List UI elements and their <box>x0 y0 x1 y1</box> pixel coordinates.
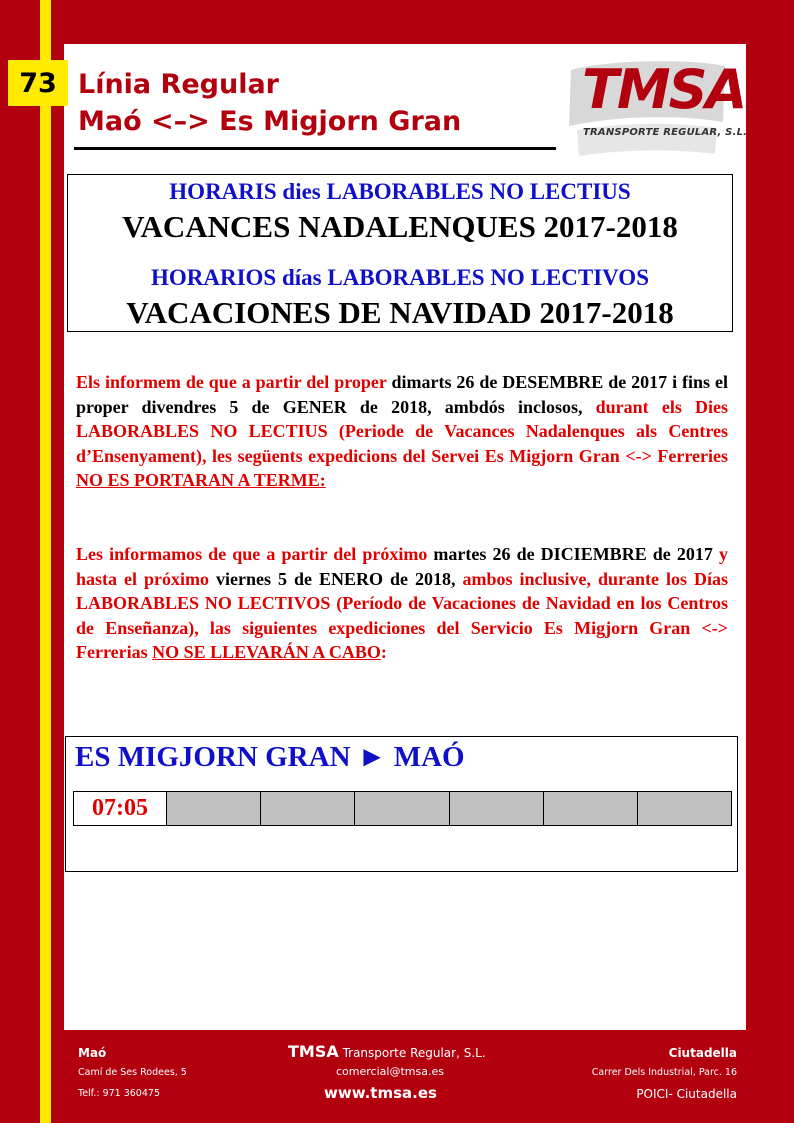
notice-ca-part-3: durant els Dies LABORABLES NO LECTIUS (Periode de Vacances Nadalenques als Centres d’Ensenyament), les següents expedicions del Servei Es Migjorn Gran <-> Ferreries <box>76 396 728 466</box>
notice-es-part-6: NO SE LLEVARÁN A CABO <box>152 642 381 662</box>
footer-right-city: Ciutadella <box>668 1046 737 1060</box>
time-cell-empty <box>637 792 731 825</box>
time-cell-empty <box>354 792 448 825</box>
time-cell-empty <box>449 792 543 825</box>
notice-es-part-2: martes 26 de DICIEMBRE de 2017 <box>427 544 719 564</box>
notice-es-part-7: : <box>380 642 387 662</box>
footer-left-city: Maó <box>78 1046 107 1060</box>
time-cell: 07:05 <box>74 792 166 825</box>
route-title: ES MIGJORN GRAN ► MAÓ <box>75 741 465 773</box>
notice-es-part-5: ambos inclusive, durante los Días LABORABLES NO LECTIVOS (Período de Vacaciones de Navidad en los Centros de Enseñanza), las siguientes expediciones del Servicio Es Migjorn Gran <-> Ferrerias <box>76 568 729 662</box>
header-spanish-title: VACACIONES DE NAVIDAD 2017-2018 <box>126 295 674 330</box>
notice-ca-part-4: NO ES PORTARAN A TERME: <box>76 470 326 490</box>
header-catalan-subtitle: HORARIS dies LABORABLES NO LECTIUS <box>169 179 631 204</box>
line-number-badge: 73 <box>8 60 68 106</box>
footer-right-address: Carrer Dels Industrial, Parc. 16 <box>591 1067 737 1078</box>
notice-es-part-3: y hasta el próximo <box>76 544 728 589</box>
time-row <box>73 791 732 826</box>
time-cell-empty <box>543 792 637 825</box>
notice-es-part-4: viernes 5 de ENERO de 2018, <box>209 568 463 589</box>
footer-left-address: Camí de Ses Rodees, 5 <box>78 1067 187 1078</box>
footer-company-bold: TMSA <box>288 1042 339 1061</box>
header-catalan-title: VACANCES NADALENQUES 2017-2018 <box>122 209 678 244</box>
logo-wordmark: TMSA <box>582 58 746 121</box>
logo-subtitle: TRANSPORTE REGULAR, S.L. <box>583 127 748 138</box>
title-line-2: Maó <–> Es Migjorn Gran <box>78 106 462 137</box>
footer-right-area: POICI- Ciutadella <box>636 1087 737 1101</box>
time-cell-empty <box>260 792 354 825</box>
title-underline <box>74 147 556 150</box>
footer-company-rest: Transporte Regular, S.L. <box>338 1046 486 1060</box>
cancelled-schedule-table <box>65 736 738 872</box>
notice-ca-part-1: Els informem de que a partir del proper <box>76 372 387 392</box>
notice-es-part-1: Les informamos de que a partir del próximo <box>76 544 428 564</box>
page-title <box>78 66 461 140</box>
footer-phone: Telf.: 971 360475 <box>78 1088 160 1099</box>
footer-company <box>288 1042 486 1061</box>
schedule-header <box>67 174 733 332</box>
notice-ca-part-2: dimarts 26 de DESEMBRE de 2017 i fins el proper divendres 5 de GENER de 2018, ambdós inclosos, <box>76 372 728 417</box>
header-spanish-subtitle: HORARIOS días LABORABLES NO LECTIVOS <box>150 265 649 290</box>
footer-website-link[interactable]: www.tmsa.es <box>324 1084 437 1102</box>
title-line-1: Línia Regular <box>78 69 279 100</box>
time-cell-empty <box>166 792 260 825</box>
yellow-stripe <box>40 0 51 1123</box>
footer-email-link[interactable]: comercial@tmsa.es <box>336 1065 444 1078</box>
notice-catalan <box>76 370 728 493</box>
notice-spanish <box>76 542 728 665</box>
footer <box>64 1030 746 1123</box>
